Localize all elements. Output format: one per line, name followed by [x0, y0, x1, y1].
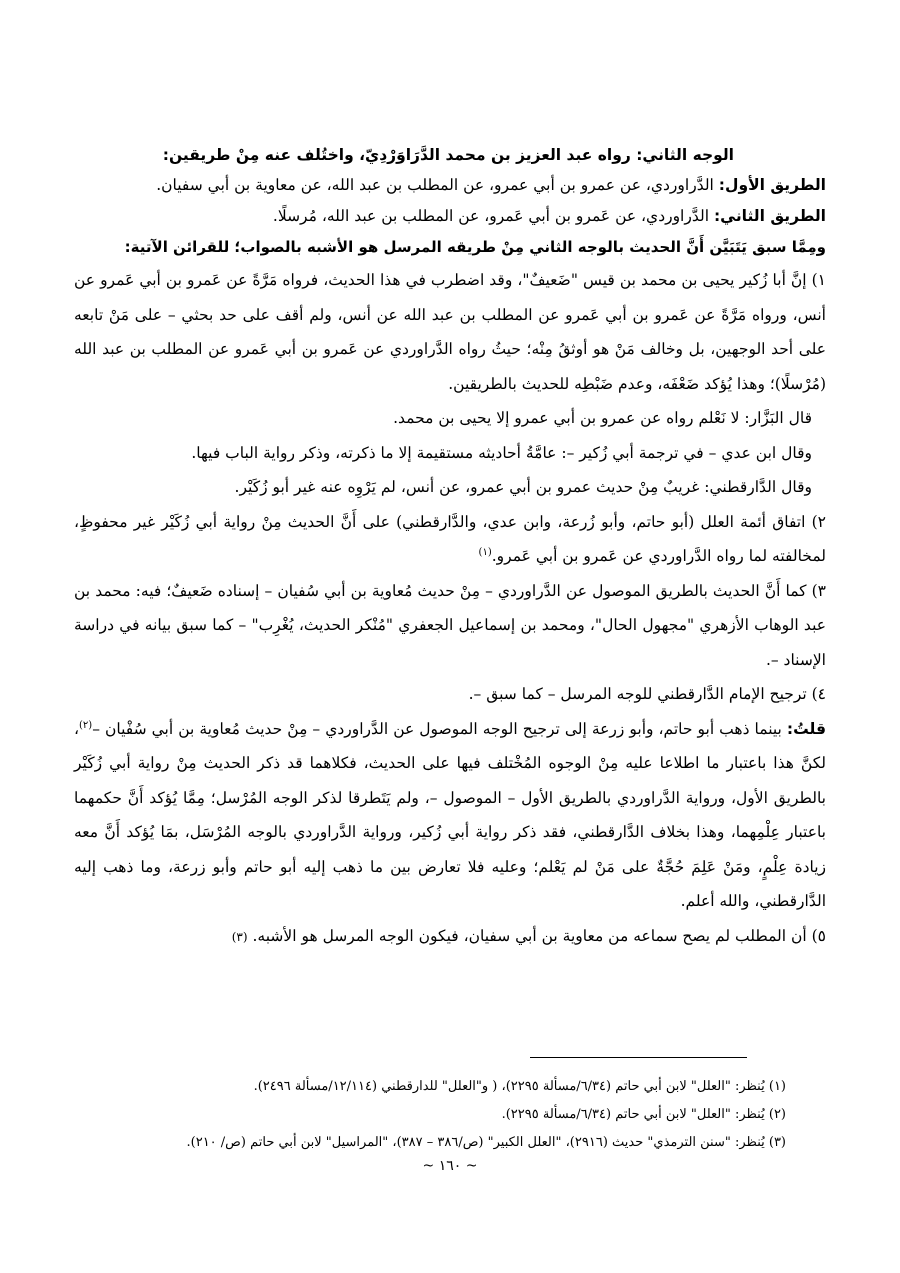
path-one: [74, 170, 826, 201]
evidence-two: [74, 505, 826, 574]
path-two-label: الطريق الثاني:: [713, 207, 826, 225]
evidence-four: ٤) ترجيح الإمام الدَّارقطني للوجه المرسل – كما سبق –.: [468, 685, 826, 703]
path-one-label: الطريق الأول:: [718, 176, 826, 194]
footnote-separator: [530, 1057, 747, 1058]
evidence-one: ١) إنَّ أبا زُكير يحيى بن محمد بن قيس "ضَعيفٌ"، وقد اضطرب في هذا الحديث، فرواه مَرَّةً عن عَمرو بن أبي عَمرو عن أنس، ورواه مَرَّةً عن عَمرو بن أبي عَمرو عن المطلب بن عبد الله عن أنس، ولم أقف على حد بحثي – على مَنْ تابعه على أحد الوجهين، بل وخالف مَنْ هو أوثقُ مِنْه؛ حيثُ رواه الدَّراوردي عن عَمرو بن أبي عَمرو عن المطلب بن عبد الله (مُرْسلًا)؛ وهذا يُؤكد ضَعْفَه، وعدم ضَبْطِه للحديث بالطريقين.: [74, 271, 826, 393]
main-text: [74, 140, 826, 954]
footnote-ref-1: (١): [478, 546, 492, 558]
footnote-2: (٢) يُنظر: "العلل" لابن أبي حاتم (٦/٣٤/مسألة ٢٢٩٥).: [501, 1107, 786, 1122]
section-heading: الوجه الثاني: رواه عبد العزيز بن محمد الدَّرَاوَرْدِيّ، واختُلف عنه مِنْ طريقين:: [162, 146, 734, 164]
path-two: [74, 201, 826, 232]
path-two-text: الدَّراوردي، عن عَمرو بن أبي عَمرو، عن المطلب بن عبد الله، مُرسلًا.: [272, 207, 714, 225]
author-note-text-before: بينما ذهب أبو حاتم، وأبو زرعة إلى ترجيح الوجه الموصول عن الدَّراوردي – مِنْ حديث مُعاوية بن أبي سُفْيان –: [92, 719, 787, 738]
footnote-ref-3: (٣): [231, 929, 248, 944]
author-note: [74, 712, 826, 919]
author-note-text-after: ، لكنَّ هذا باعتبار ما اطلاعا عليه مِنْ الوجوه المُخْتلف فيها على الحديث، فكلاهما قد ذكر الحديث مِنْ رواية أبي زُكَيْر بالطريق الأول، ورواية الدَّراوردي بالطريق الأول – الموصول –، ولم يَتَطرقا لذكر الوجه المُرْسل؛ مِمَّا يُؤكد أَنَّ حكمهما باعتبار عِلْمِهما، وهذا بخلاف الدَّارقطني، فقد ذكر رواية أبي زُكير، ورواية الدَّراوردي بالوجه المُرْسَل، بمَا يُؤكد أَنَّ معه زيادة عِلْمٍ، ومَنْ عَلِمَ حُجَّةٌ على مَنْ لم يَعْلم؛ وعليه فلا تعارض بين ما ذهب إليه أبو حاتم وأبو زرعة، وما ذهب إليه الدَّارقطني، والله أعلم.: [74, 719, 826, 910]
path-one-text: الدَّراوردي، عن عمرو بن أبي عمرو، عن المطلب بن عبد الله، عن معاوية بن أبي سفيان.: [156, 176, 719, 194]
quote-bazzar: قال البَزَّار: لا نَعْلم رواه عن عمرو بن أبي عمرو إلا يحيى بن محمد.: [393, 409, 812, 427]
footnote-3: (٣) يُنظر: "سنن الترمذي" حديث (٢٩١٦)، "العلل الكبير" (ص/٣٨٦ – ٣٨٧)، "المراسيل" لابن أبي حاتم (ص/ ٢١٠).: [186, 1135, 786, 1150]
evidence-three: ٣) كما أَنَّ الحديث بالطريق الموصول عن الدَّراوردي – مِنْ حديث مُعاوية بن أبي سُفيان – إسناده ضَعيفٌ؛ فيه: محمد بن عبد الوهاب الأزهري "مجهول الحال"، ومحمد بن إسماعيل الجعفري "مُنْكر الحديث، يُغْرِب" – كما سبق بيانه في دراسة الإسناد –.: [74, 581, 826, 669]
footnote-1: (١) يُنظر: "العلل" لابن أبي حاتم (٦/٣٤/مسألة ٢٢٩٥)، ( و"العلل" للدارقطني (١٢/١١٤/مسألة ٢٤٩٦).: [253, 1079, 786, 1094]
footnotes: [74, 1073, 786, 1157]
summary-line: ومِمَّا سبق يَتَبَيَّن أَنَّ الحديث بالوجه الثاني مِنْ طريقه المرسل هو الأشبه بالصواب؛ للقرائن الآتية:: [124, 238, 826, 256]
author-note-label: قلتُ:: [786, 719, 826, 738]
page-number: ~ ١٦٠ ~: [422, 1158, 478, 1174]
quote-daraqutni: وقال الدَّارقطني: غريبٌ مِنْ حديث عمرو بن أبي عمرو، عن أنس، لم يَرْوِه عنه غير أبو زُكَيْر.: [234, 478, 812, 496]
evidence-five: [74, 919, 826, 955]
quote-ibn-adi: وقال ابن عدي – في ترجمة أبي زُكير –: عامَّةُ أحاديثه مستقيمة إلا ما ذكرته، وذكر رواية الباب فيها.: [191, 443, 812, 462]
footnote-ref-2: (٢): [79, 719, 93, 731]
evidence-five-text: ٥) أن المطلب لم يصح سماعه من معاوية بن أبي سفيان، فيكون الوجه المرسل هو الأشبه.: [247, 926, 826, 945]
evidence-two-text: ٢) اتفاق أئمة العلل (أبو حاتم، وأبو زُرعة، وابن عدي، والدَّارقطني) على أَنَّ الحديث مِنْ رواية أبي زُكَيْر غير محفوظٍ، لمخالفته لما رواه الدَّراوردي عن عَمرو بن أبي عَمرو.: [74, 512, 826, 565]
